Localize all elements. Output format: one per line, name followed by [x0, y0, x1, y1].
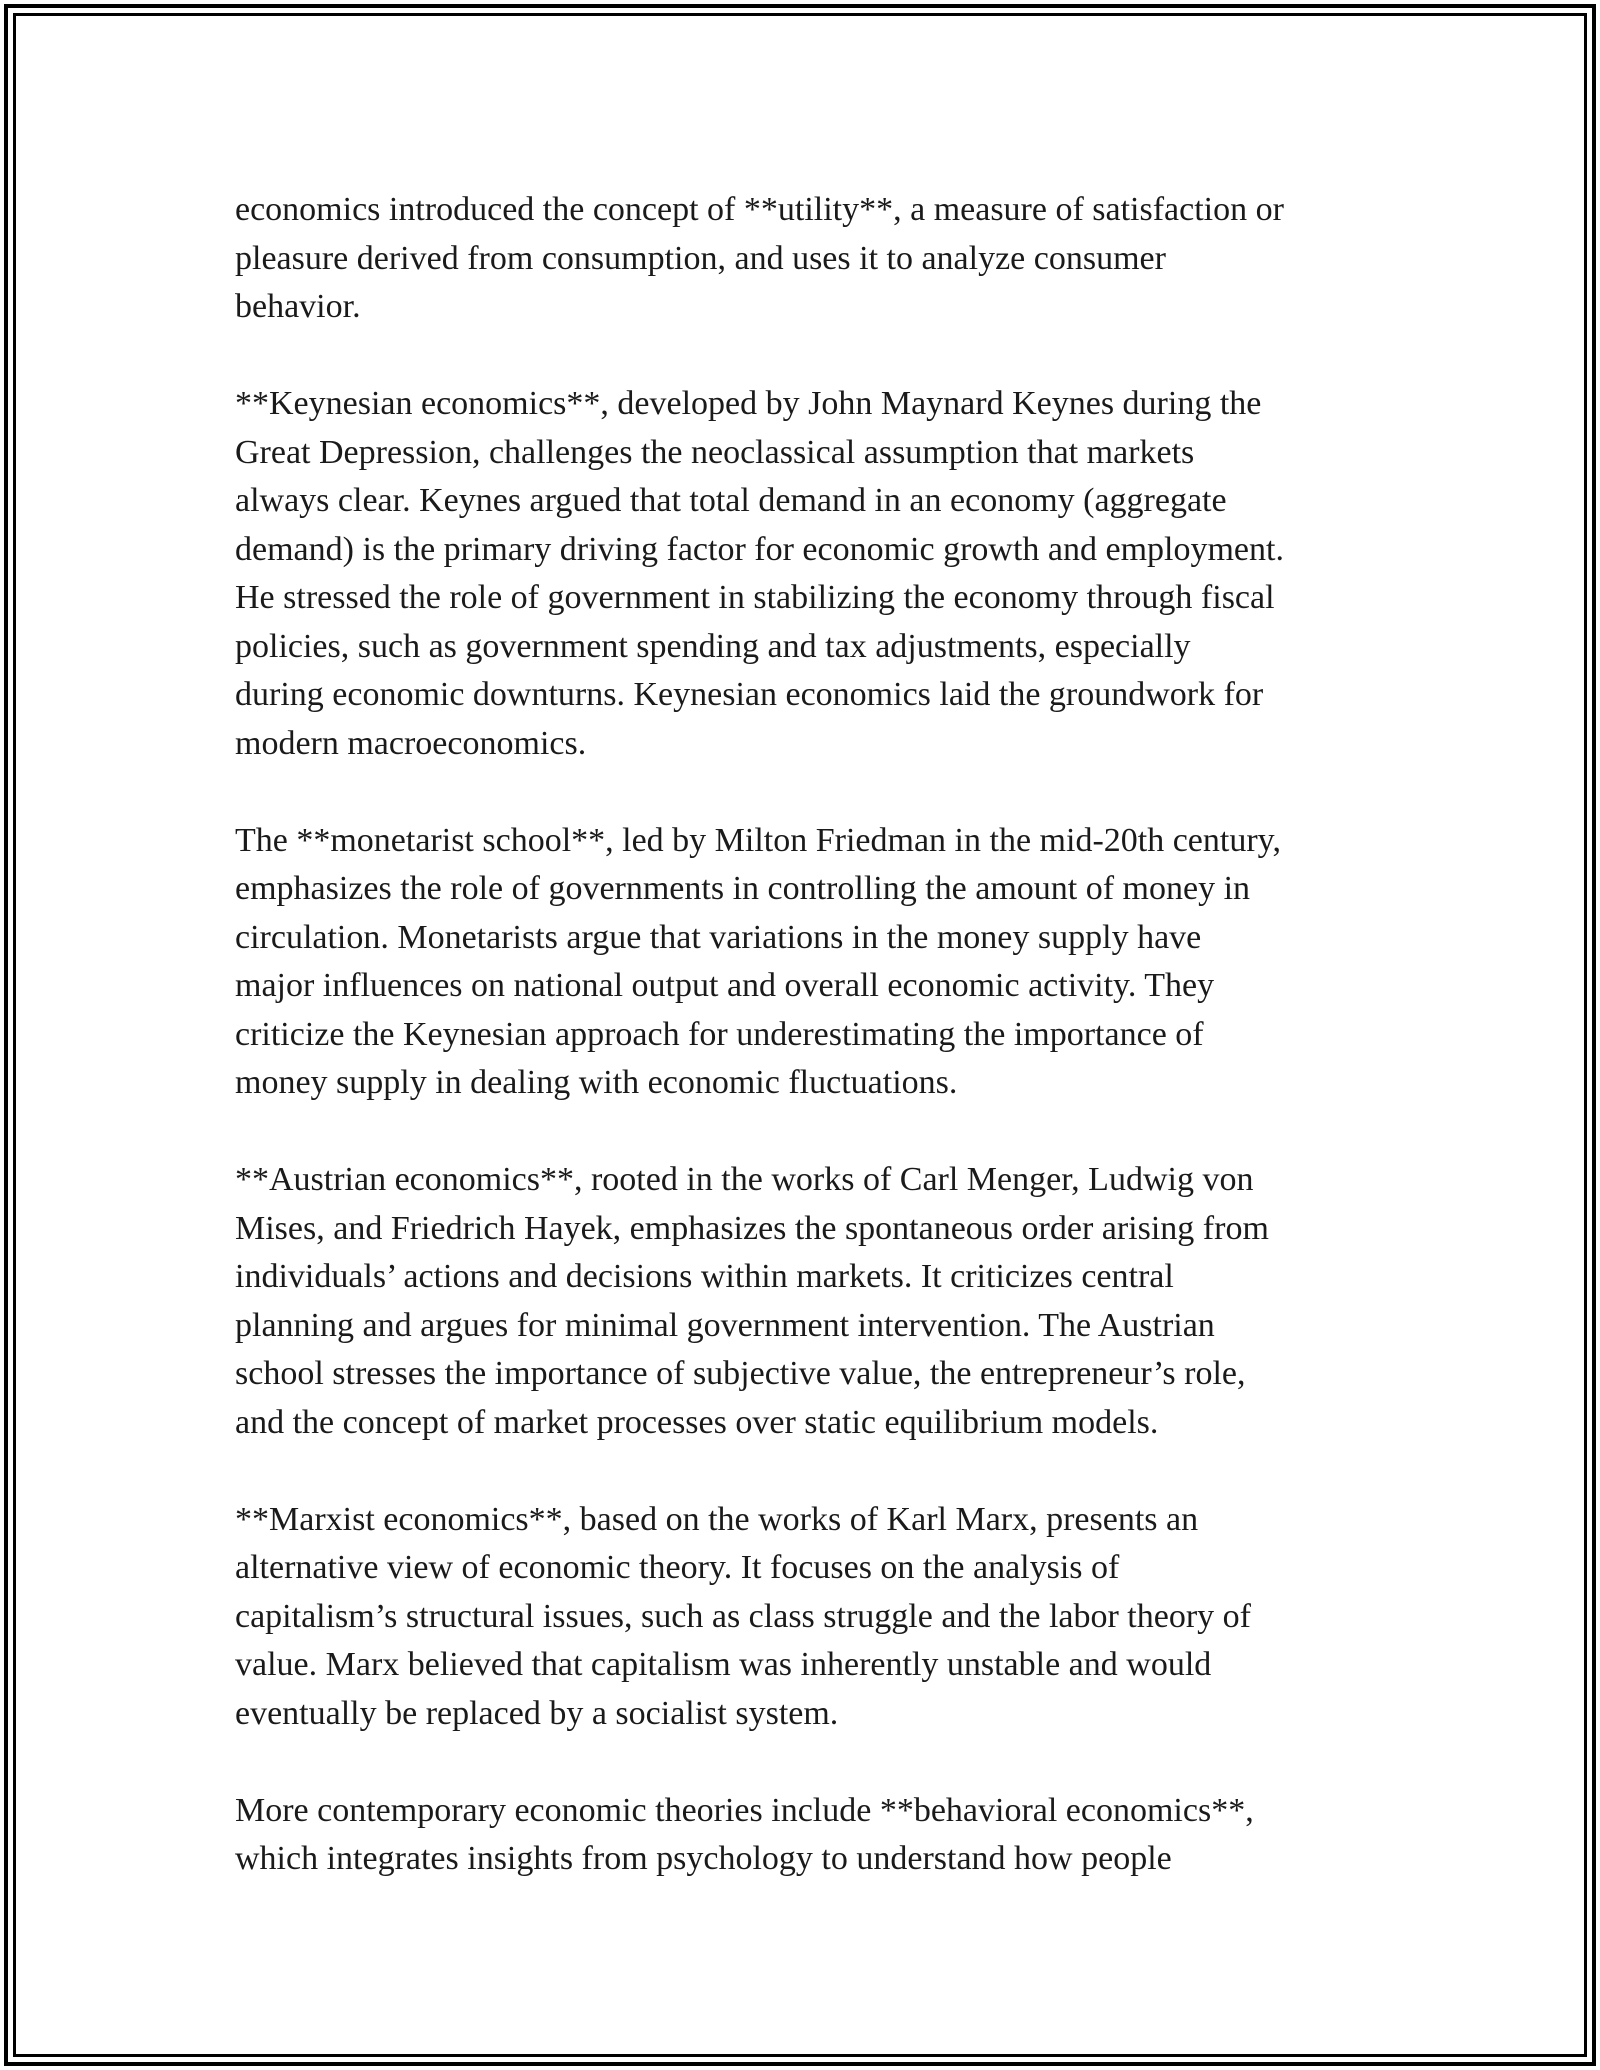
text-line: **Keynesian economics**, developed by John Maynard Keynes during the	[235, 385, 1262, 422]
text-line: which integrates insights from psychology to understand how people	[235, 1840, 1172, 1877]
text-line: school stresses the importance of subjective value, the entrepreneur’s role,	[235, 1355, 1246, 1392]
text-line: planning and argues for minimal government intervention. The Austrian	[235, 1306, 1215, 1344]
text-line: The **monetarist school**, led by Milton Friedman in the mid-20th century,	[235, 821, 1281, 859]
text-line: Great Depression, challenges the neoclassical assumption that markets	[235, 433, 1195, 471]
paragraph-utility	[235, 186, 1375, 332]
paragraph-austrian	[235, 1156, 1375, 1447]
text-line: **Marxist economics**, based on the works of Karl Marx, presents an	[235, 1500, 1199, 1538]
paragraph-behavioral	[235, 1787, 1375, 1884]
text-line: alternative view of economic theory. It focuses on the analysis of	[235, 1549, 1120, 1586]
text-line: value. Marx believed that capitalism was inherently unstable and would	[235, 1646, 1212, 1683]
text-line: behavior.	[235, 288, 361, 325]
paragraph-marxist	[235, 1496, 1375, 1739]
text-line: money supply in dealing with economic fluctuations.	[235, 1064, 958, 1101]
text-line: during economic downturns. Keynesian economics laid the groundwork for	[235, 676, 1264, 713]
text-line: eventually be replaced by a socialist system.	[235, 1694, 839, 1732]
text-line: major influences on national output and overall economic activity. They	[235, 967, 1215, 1004]
text-line: He stressed the role of government in stabilizing the economy through fiscal	[235, 579, 1275, 616]
text-line: circulation. Monetarists argue that variations in the money supply have	[235, 918, 1202, 956]
text-line: policies, such as government spending and tax adjustments, especially	[235, 627, 1191, 665]
paragraph-keynesian	[235, 380, 1375, 768]
text-line: **Austrian economics**, rooted in the works of Carl Menger, Ludwig von	[235, 1161, 1254, 1198]
text-line: economics introduced the concept of **utility**, a measure of satisfaction or	[235, 191, 1284, 228]
text-line: pleasure derived from consumption, and uses it to analyze consumer	[235, 239, 1166, 277]
text-line: always clear. Keynes argued that total demand in an economy (aggregate	[235, 482, 1227, 519]
text-line: modern macroeconomics.	[235, 724, 587, 762]
document-body	[235, 186, 1375, 1932]
text-line: criticize the Keynesian approach for underestimating the importance of	[235, 1015, 1204, 1053]
text-line: demand) is the primary driving factor for economic growth and employment.	[235, 530, 1284, 568]
text-line: and the concept of market processes over static equilibrium models.	[235, 1403, 1159, 1441]
text-line: More contemporary economic theories include **behavioral economics**,	[235, 1791, 1254, 1829]
text-line: individuals’ actions and decisions within markets. It criticizes central	[235, 1258, 1174, 1295]
paragraph-monetarist	[235, 817, 1375, 1108]
text-line: capitalism’s structural issues, such as class struggle and the labor theory of	[235, 1597, 1251, 1635]
text-line: emphasizes the role of governments in controlling the amount of money in	[235, 870, 1251, 907]
text-line: Mises, and Friedrich Hayek, emphasizes the spontaneous order arising from	[235, 1209, 1269, 1247]
